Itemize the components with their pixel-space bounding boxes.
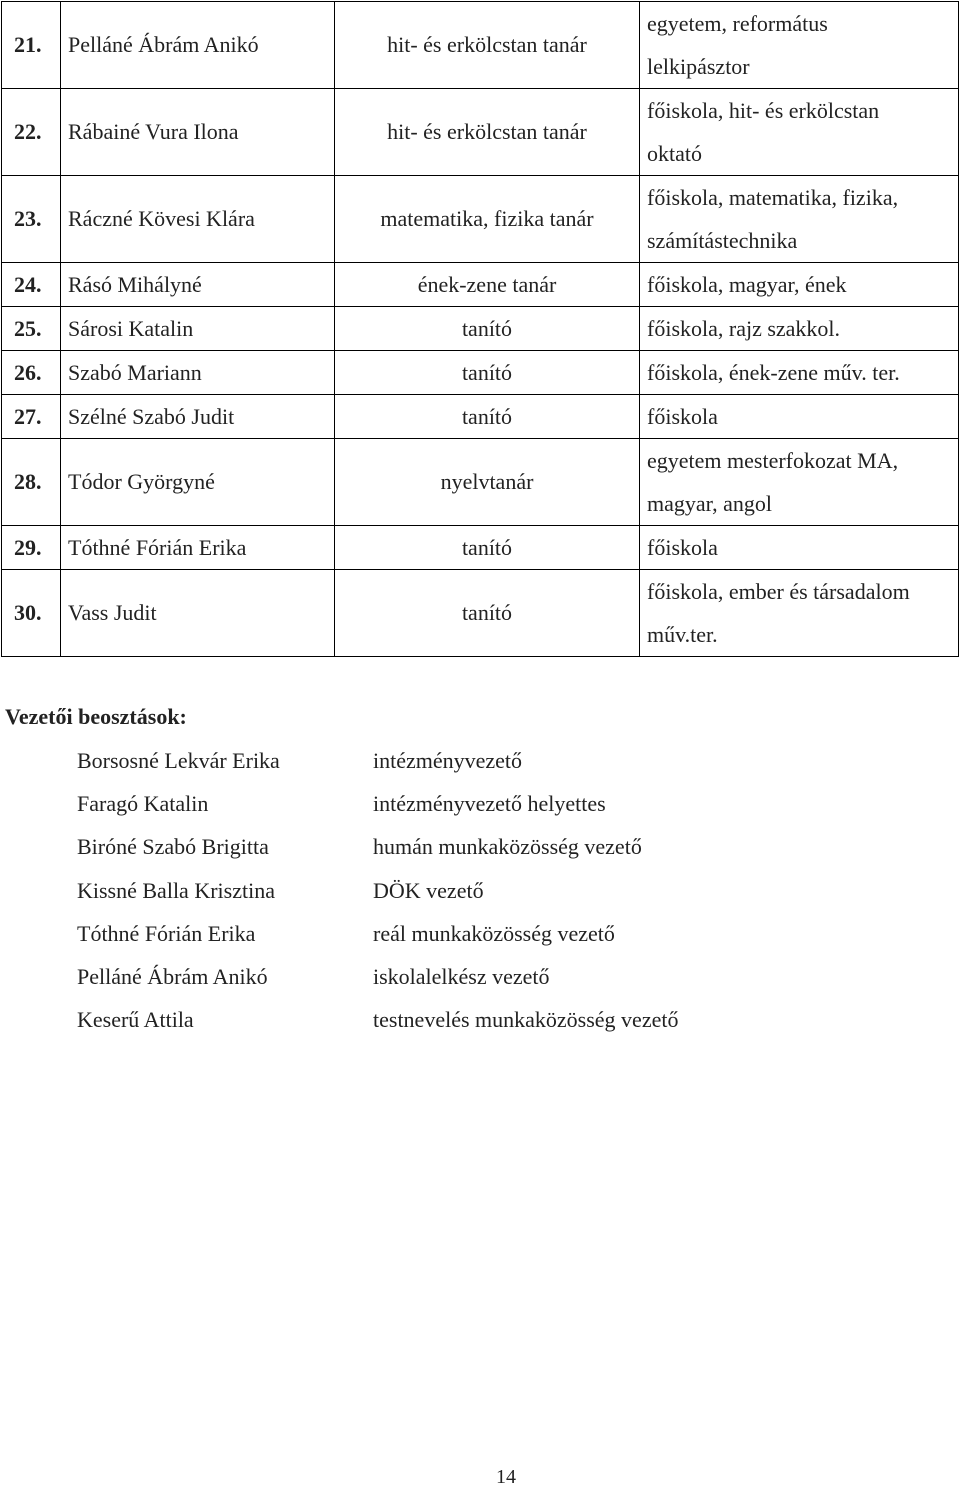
leader-position: intézményvezető helyettes: [373, 791, 606, 817]
leaders-list: [77, 741, 678, 1043]
staff-qualification: [640, 570, 959, 657]
qualification-line: főiskola, ember és társadalom: [647, 579, 910, 604]
leader-position: intézményvezető: [373, 748, 523, 773]
staff-qualification: [640, 2, 959, 89]
leader-position: DÖK vezető: [373, 877, 484, 903]
table-row: [2, 307, 959, 351]
staff-role: nyelvtanár: [335, 439, 640, 526]
staff-qualification: [640, 263, 959, 307]
qualification-line: főiskola, ének-zene műv. ter.: [647, 360, 900, 385]
table-row: [2, 395, 959, 439]
table-row: [2, 526, 959, 570]
staff-role: tanító: [335, 526, 640, 570]
qualification-line: főiskola, magyar, ének: [647, 272, 847, 297]
staff-qualification: [640, 526, 959, 570]
page-number: 14: [496, 1466, 516, 1488]
table-row: [2, 351, 959, 395]
staff-name: Sárosi Katalin: [61, 307, 335, 351]
qualification-line: műv.ter.: [647, 622, 718, 647]
table-row: [2, 2, 959, 89]
staff-name: Pelláné Ábrám Anikó: [61, 2, 335, 89]
row-number: 24.: [2, 263, 61, 307]
row-number: 25.: [2, 307, 61, 351]
qualification-line: főiskola: [647, 535, 718, 560]
staff-role: hit- és erkölcstan tanár: [335, 2, 640, 89]
qualification-line: lelkipásztor: [647, 54, 750, 79]
row-number: 21.: [2, 2, 61, 89]
table-row: [2, 89, 959, 176]
leader-name: Borsosné Lekvár Erika: [77, 748, 280, 773]
staff-role: tanító: [335, 307, 640, 351]
qualification-line: egyetem, református: [647, 11, 828, 36]
table-row: [2, 176, 959, 263]
staff-qualification: [640, 307, 959, 351]
staff-name: Rásó Mihályné: [61, 263, 335, 307]
staff-qualification: [640, 395, 959, 439]
staff-name: Rábainé Vura Ilona: [61, 89, 335, 176]
leader-position: testnevelés munkaközösség vezető: [373, 1007, 679, 1033]
leader-position: reál munkaközösség vezető: [373, 920, 615, 946]
row-number: 27.: [2, 395, 61, 439]
list-item: [77, 957, 678, 1000]
qualification-line: számítástechnika: [647, 228, 798, 253]
staff-qualification: [640, 176, 959, 263]
list-item: [77, 914, 678, 957]
staff-name: Tóthné Fórián Erika: [61, 526, 335, 570]
leader-name: Biróné Szabó Brigitta: [77, 834, 269, 860]
table-row: [2, 439, 959, 526]
staff-name: Vass Judit: [61, 570, 335, 657]
leader-name: Tóthné Fórián Erika: [77, 920, 256, 946]
qualification-line: főiskola, rajz szakkol.: [647, 316, 841, 341]
qualification-line: főiskola: [647, 404, 718, 429]
leader-name: Pelláné Ábrám Anikó: [77, 963, 268, 989]
qualification-line: magyar, angol: [647, 491, 772, 516]
qualification-line: főiskola, matematika, fizika,: [647, 185, 899, 210]
list-item: [77, 741, 678, 784]
staff-table: [1, 1, 959, 657]
staff-role: ének-zene tanár: [335, 263, 640, 307]
qualification-line: főiskola, hit- és erkölcstan: [647, 98, 880, 123]
staff-name: Szélné Szabó Judit: [61, 395, 335, 439]
staff-qualification: [640, 89, 959, 176]
table-row: [2, 570, 959, 657]
staff-table-body: [2, 2, 959, 657]
leader-position: iskolalelkész vezető: [373, 963, 550, 989]
leaders-heading: Vezetői beosztások:: [5, 704, 187, 729]
row-number: 28.: [2, 439, 61, 526]
staff-role: hit- és erkölcstan tanár: [335, 89, 640, 176]
list-item: [77, 784, 678, 827]
row-number: 26.: [2, 351, 61, 395]
list-item: [77, 827, 678, 870]
qualification-line: egyetem mesterfokozat MA,: [647, 448, 899, 473]
leader-name: Faragó Katalin: [77, 791, 209, 817]
staff-name: Tódor Györgyné: [61, 439, 335, 526]
staff-name: Szabó Mariann: [61, 351, 335, 395]
staff-role: tanító: [335, 395, 640, 439]
row-number: 22.: [2, 89, 61, 176]
qualification-line: oktató: [647, 141, 702, 166]
leader-name: Kissné Balla Krisztina: [77, 877, 275, 903]
list-item: [77, 1000, 678, 1043]
staff-name: Ráczné Kövesi Klára: [61, 176, 335, 263]
list-item: [77, 871, 678, 914]
staff-role: tanító: [335, 351, 640, 395]
leader-name: Keserű Attila: [77, 1007, 194, 1033]
leader-position: humán munkaközösség vezető: [373, 834, 642, 860]
staff-role: tanító: [335, 570, 640, 657]
row-number: 29.: [2, 526, 61, 570]
row-number: 23.: [2, 176, 61, 263]
staff-qualification: [640, 439, 959, 526]
row-number: 30.: [2, 570, 61, 657]
table-row: [2, 263, 959, 307]
staff-role: matematika, fizika tanár: [335, 176, 640, 263]
staff-qualification: [640, 351, 959, 395]
